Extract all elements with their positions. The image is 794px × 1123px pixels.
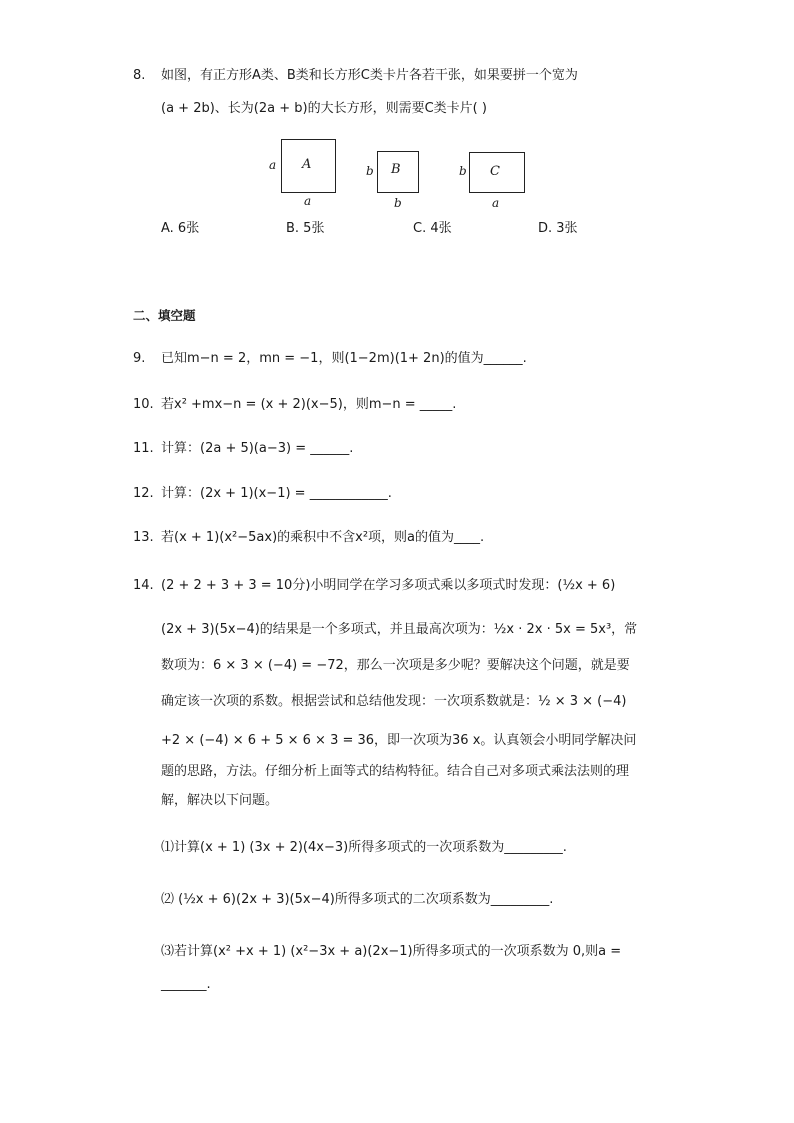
q12-text: 计算：(2x + 1)(x−1) = ____________. [161, 486, 392, 501]
q8-text-line1: 如图，有正方形A类、B类和长方形C类卡片各若干张，如果要拼一个宽为 [161, 68, 578, 83]
q14-line4: 确定该一次项的系数。根据尝试和总结他发现：一次项系数就是：½ × 3 × (−4) [161, 694, 627, 709]
q14-line5: +2 × (−4) × 6 + 5 × 6 × 3 = 36，即一次项为36 x。认真领会小明同学解决问 [161, 733, 637, 748]
q8-option-c: C. 4张 [413, 221, 452, 236]
q14-sub3-line2: _______. [161, 977, 211, 992]
q11-number: 11. [133, 441, 154, 456]
q8-option-b: B. 5张 [286, 221, 325, 236]
q8-text-line2: (a + 2b)、长为(2a + b)的大长方形，则需要C类卡片( ) [161, 101, 487, 116]
section-title: 二、填空题 [133, 308, 196, 323]
card-a-label: A [302, 157, 312, 172]
card-b-label: B [391, 162, 401, 177]
q13-number: 13. [133, 530, 154, 545]
q9-number: 9. [133, 351, 146, 366]
card-b-bottom-label: b [394, 196, 402, 210]
q12-number: 12. [133, 486, 154, 501]
q11-text: 计算：(2a + 5)(a−3) = ______. [161, 441, 354, 456]
card-a-side-label: a [269, 158, 277, 172]
card-c-side-label: b [459, 164, 467, 178]
q10-text: 若x² +mx−n = (x + 2)(x−5)，则m−n = _____. [161, 397, 457, 412]
q14-line1: (2 + 2 + 3 + 3 = 10分)小明同学在学习多项式乘以多项式时发现：(½x + 6) [161, 578, 616, 593]
card-c-label: C [490, 164, 500, 179]
q14-line2: (2x + 3)(5x−4)的结果是一个多项式，并且最高次项为：½x · 2x · 5x = 5x³，常 [161, 622, 638, 637]
card-b-side-label: b [366, 164, 374, 178]
q10-number: 10. [133, 397, 154, 412]
q14-sub1: ⑴计算(x + 1) (3x + 2)(4x−3)所得多项式的一次项系数为_________. [161, 840, 567, 855]
q8-option-a: A. 6张 [161, 221, 200, 236]
q8-number: 8. [133, 68, 146, 83]
q9-text: 已知m−n = 2，mn = −1，则(1−2m)(1+ 2n)的值为______. [161, 351, 527, 366]
q14-line3: 数项为：6 × 3 × (−4) = −72，那么一次项是多少呢？要解决这个问题，就是要 [161, 658, 630, 673]
q8-option-d: D. 3张 [538, 221, 578, 236]
card-a-bottom-label: a [304, 194, 312, 208]
q14-sub3-line1: ⑶若计算(x² +x + 1) (x²−3x + a)(2x−1)所得多项式的一次项系数为 0,则a = [161, 944, 622, 959]
q14-sub2: ⑵ (½x + 6)(2x + 3)(5x−4)所得多项式的二次项系数为_________. [161, 892, 554, 907]
q14-line7: 解，解决以下问题。 [161, 793, 279, 808]
q13-text: 若(x + 1)(x²−5ax)的乘积中不含x²项，则a的值为____. [161, 530, 485, 545]
card-c-bottom-label: a [492, 196, 500, 210]
q14-line6: 题的思路，方法。仔细分析上面等式的结构特征。结合自己对多项式乘法法则的理 [161, 764, 630, 779]
q14-number: 14. [133, 578, 154, 593]
